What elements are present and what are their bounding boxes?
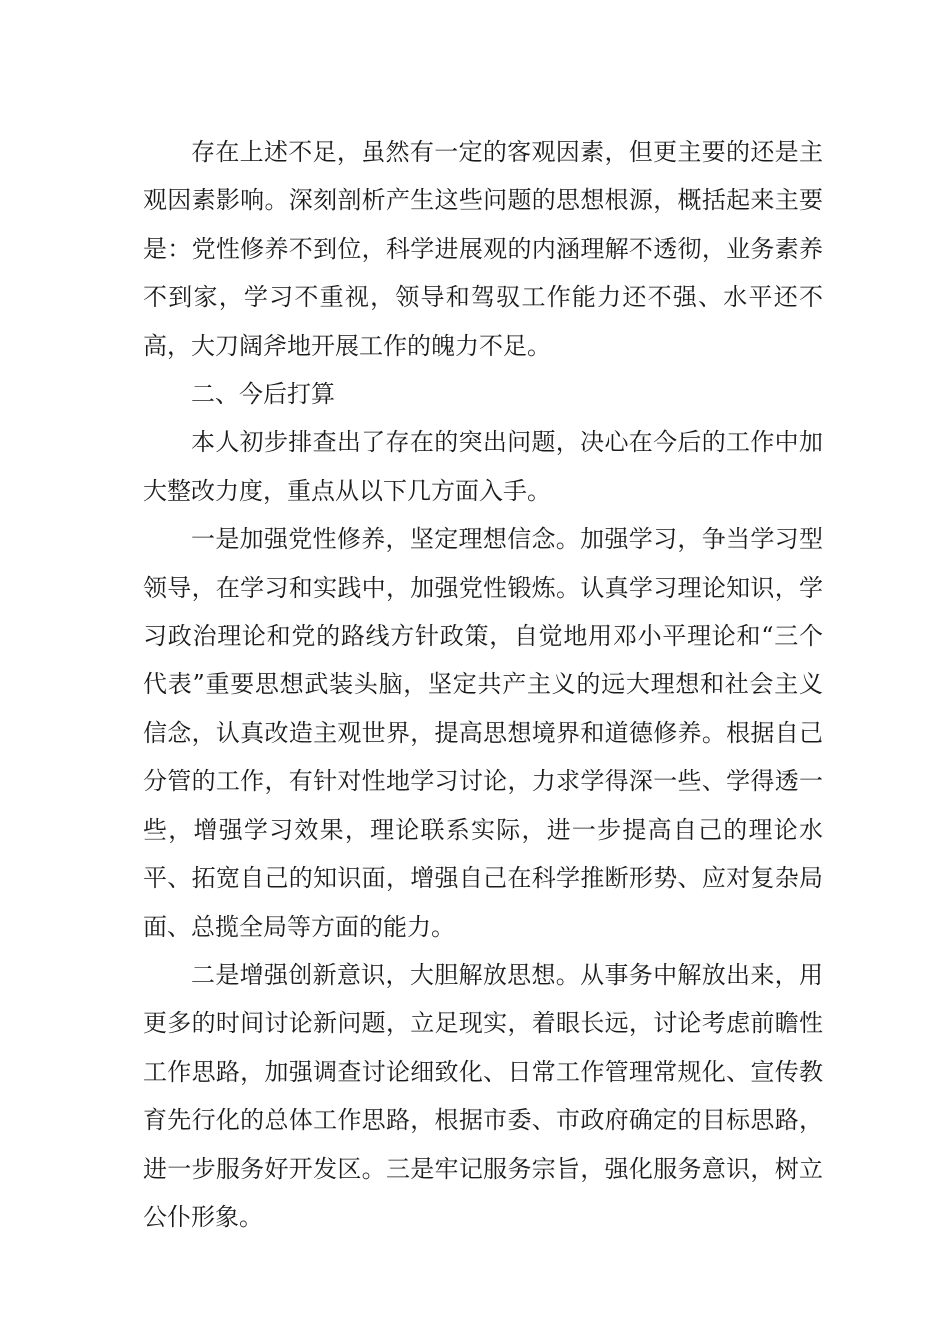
paragraph-party-cultivation: 一是加强党性修养，坚定理想信念。加强学习，争当学习型领导，在学习和实践中，加强党性锻炼。认真学习理论知识，学习政治理论和党的路线方针政策，自觉地用邓小平理论和“三个代表”重要思想武装头脑，坚定共产主义的远大理想和社会主义信念，认真改造主观世界，提高思想境界和道德修养。根据自己分管的工作，有针对性地学习讨论，力求学得深一些、学得透一些，增强学习效果，理论联系实际，进一步提高自己的理论水平、拓宽自己的知识面，增强自己在科学推断形势、应对复杂局面、总揽全局等方面的能力。 xyxy=(143,525,823,941)
paragraph-innovation-awareness: 二是增强创新意识，大胆解放思想。从事务中解放出来，用更多的时间讨论新问题，立足现实，着眼长远，讨论考虑前瞻性工作思路，加强调查讨论细致化、日常工作管理常规化、宣传教育先行化的总体工作思路，根据市委、市政府确定的目标思路，进一步服务好开发区。三是牢记服务宗旨，强化服务意识，树立公仆形象。 xyxy=(143,960,823,1231)
document-body xyxy=(143,128,823,1241)
paragraph-root-causes: 存在上述不足，虽然有一定的客观因素，但更主要的还是主观因素影响。深刻剖析产生这些问题的思想根源，概括起来主要是：党性修养不到位，科学进展观的内涵理解不透彻，业务素养不到家，学习不重视，领导和驾驭工作能力还不强、水平还不高，大刀阔斧地开展工作的魄力不足。 xyxy=(143,138,823,360)
paragraph-rectification-intro: 本人初步排查出了存在的突出问题，决心在今后的工作中加大整改力度，重点从以下几方面入手。 xyxy=(143,428,823,505)
section-heading-future-plans: 二、今后打算 xyxy=(191,380,335,409)
